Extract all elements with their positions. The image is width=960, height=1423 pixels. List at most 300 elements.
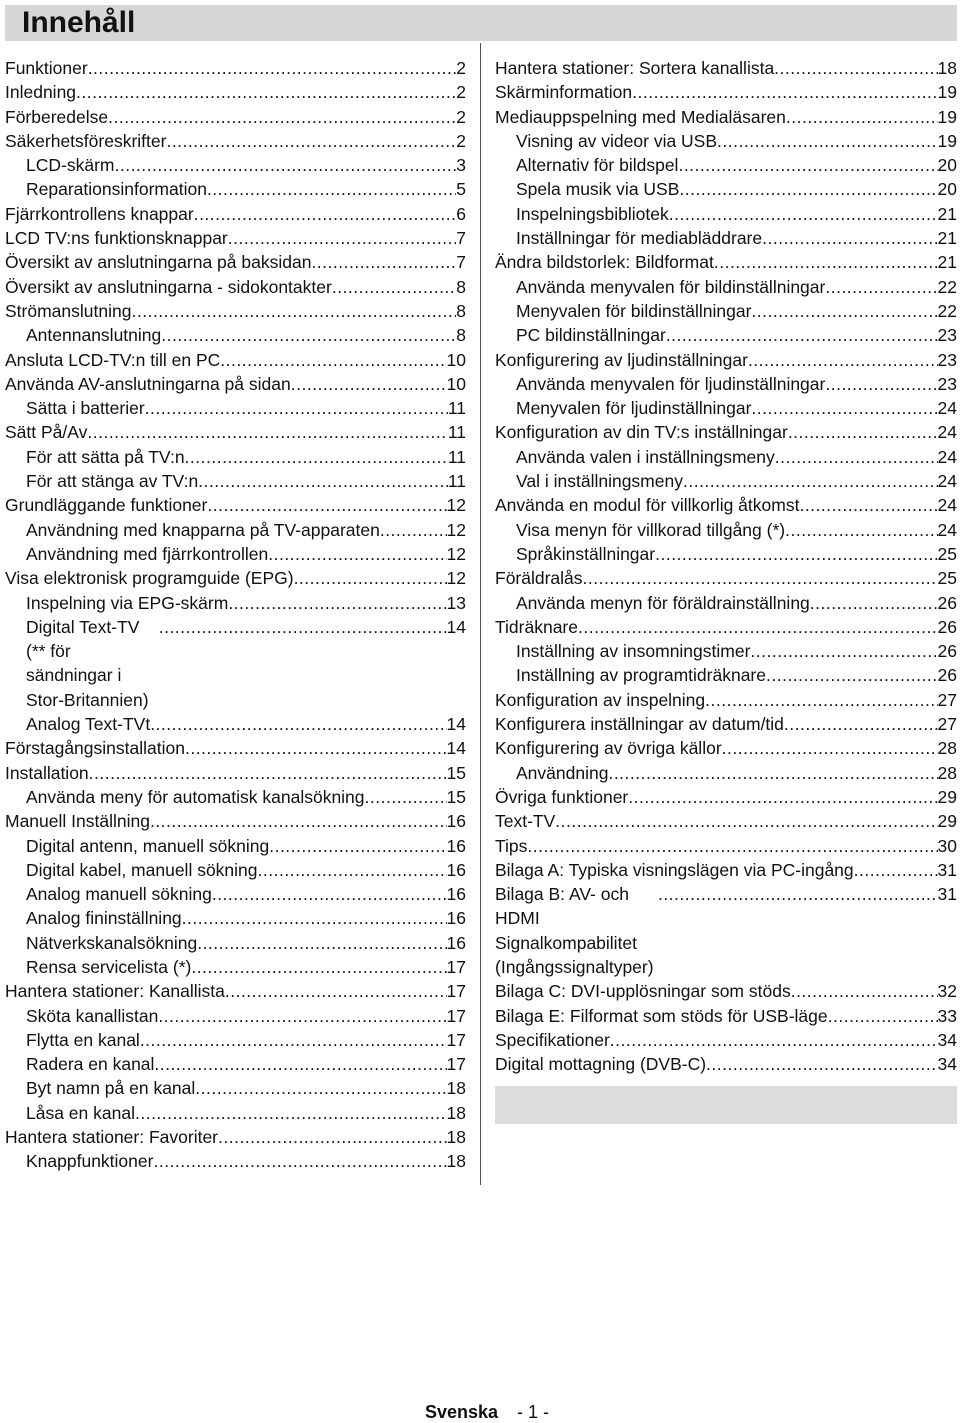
toc-dot-leader [762, 226, 937, 250]
toc-column-left [5, 56, 466, 1174]
toc-entry-title: Text-TV [495, 811, 556, 832]
toc-entry-page: 18 [937, 58, 957, 78]
toc-dot-leader [218, 1125, 447, 1149]
toc-entry[interactable] [5, 1101, 466, 1125]
toc-entry-page: 14 [446, 616, 466, 637]
toc-entry-title: Spela musik via USB [516, 179, 680, 200]
toc-entry-page: 19 [937, 106, 957, 127]
toc-entry-page: 24 [937, 495, 957, 516]
toc-entry[interactable] [5, 105, 466, 129]
toc-entry[interactable] [5, 542, 466, 566]
toc-entry[interactable] [495, 105, 957, 129]
toc-dot-leader [825, 372, 937, 396]
toc-entry-page: 33 [937, 1005, 957, 1026]
toc-entry-page: 6 [456, 203, 466, 224]
toc-dot-leader [87, 420, 447, 444]
toc-dot-leader [722, 736, 938, 760]
toc-dot-leader [748, 348, 938, 372]
toc-entry[interactable] [495, 1004, 957, 1028]
toc-entry-title: Fjärrkontrollens knappar [5, 203, 194, 224]
toc-entry-page: 11 [447, 446, 466, 467]
toc-entry[interactable] [5, 785, 466, 809]
toc-entry[interactable] [5, 299, 466, 323]
toc-dot-leader [810, 591, 938, 615]
toc-dot-leader [228, 591, 446, 615]
toc-dot-leader [610, 1028, 938, 1052]
toc-entry[interactable] [5, 1076, 466, 1100]
toc-entry[interactable] [495, 275, 957, 299]
toc-entry-page: 14 [446, 738, 466, 759]
toc-dot-leader [311, 250, 456, 274]
toc-entry-page: 32 [937, 981, 957, 1002]
toc-entry[interactable] [5, 979, 466, 1003]
toc-entry-title: Konfigurering av ljudinställningar [495, 349, 748, 370]
toc-dot-leader [791, 979, 938, 1003]
toc-entry-page: 16 [446, 908, 466, 929]
toc-entry-title: Inställning av programtidräknare [516, 665, 766, 686]
toc-entry-page: 24 [937, 471, 957, 492]
toc-entry-title: Radera en kanal [26, 1054, 155, 1075]
toc-entry-page: 29 [937, 786, 957, 807]
toc-entry[interactable] [5, 834, 466, 858]
toc-entry-page: 11 [447, 422, 466, 443]
toc-entry[interactable] [495, 348, 957, 372]
toc-entry-page: 28 [937, 738, 957, 759]
toc-dot-leader [153, 1149, 446, 1173]
toc-dot-leader [220, 348, 446, 372]
toc-dot-leader [332, 275, 456, 299]
toc-entry-page: 20 [937, 155, 957, 176]
toc-entry-title: Använda menyn för föräldrainställning [516, 592, 810, 613]
toc-dot-leader [714, 250, 938, 274]
toc-entry-page: 21 [937, 203, 957, 224]
toc-entry-page: 18 [446, 1127, 466, 1148]
toc-entry-page: 30 [937, 835, 957, 856]
toc-entry-page: 12 [446, 568, 466, 589]
toc-dot-leader [212, 882, 447, 906]
toc-dot-leader [608, 761, 937, 785]
toc-entry-title: Installation [5, 762, 89, 783]
toc-entry[interactable] [5, 761, 466, 785]
toc-entry-page: 26 [937, 665, 957, 686]
toc-entry[interactable] [495, 518, 957, 542]
toc-entry[interactable] [495, 809, 957, 833]
toc-entry-page: 34 [937, 1054, 957, 1075]
toc-entry-title: LCD TV:ns funktionsknappar [5, 228, 228, 249]
toc-dot-leader [751, 299, 937, 323]
toc-dot-leader [628, 785, 937, 809]
toc-entry-page: 18 [446, 1151, 466, 1172]
toc-entry-title: Inledning [5, 82, 77, 103]
toc-entry-title: Reparationsinformation [26, 179, 207, 200]
toc-entry-title: Konfiguration av din TV:s inställningar [495, 422, 788, 443]
toc-entry[interactable] [5, 129, 466, 153]
toc-column-right [495, 56, 957, 1076]
toc-dot-leader [258, 858, 447, 882]
toc-entry-page: 13 [446, 592, 466, 613]
toc-dot-leader [182, 906, 447, 930]
toc-entry-title: Sätt På/Av [5, 422, 88, 443]
toc-entry-page: 25 [937, 543, 957, 564]
toc-entry-page: 11 [447, 471, 466, 492]
toc-entry-page: 31 [937, 884, 957, 905]
toc-entry-title: Byt namn på en kanal [26, 1078, 196, 1099]
toc-dot-leader [655, 542, 937, 566]
toc-entry[interactable] [5, 906, 466, 930]
toc-entry-title: Visa elektronisk programguide (EPG) [5, 568, 294, 589]
toc-entry[interactable] [5, 420, 466, 444]
toc-entry[interactable] [495, 129, 957, 153]
toc-entry[interactable] [5, 1149, 466, 1173]
toc-entry[interactable] [495, 591, 957, 615]
toc-entry[interactable] [5, 226, 466, 250]
toc-entry-page: 10 [446, 373, 466, 394]
toc-entry[interactable] [5, 275, 466, 299]
toc-entry-page: 8 [456, 325, 466, 346]
toc-list-left [5, 56, 466, 1174]
toc-entry[interactable] [5, 177, 466, 201]
toc-entry[interactable] [495, 663, 957, 687]
toc-entry[interactable] [5, 445, 466, 469]
title-bar [5, 5, 957, 41]
toc-entry[interactable] [495, 202, 957, 226]
toc-entry-title: Användning med knapparna på TV-apparaten [26, 519, 380, 540]
toc-entry-title: Digital kabel, manuell sökning [26, 859, 258, 880]
toc-dot-leader [788, 420, 938, 444]
toc-dot-leader [706, 1052, 937, 1076]
toc-entry[interactable] [495, 1052, 957, 1076]
toc-dot-leader [88, 56, 457, 80]
toc-entry[interactable] [5, 712, 466, 736]
toc-entry-page: 16 [446, 811, 466, 832]
toc-entry-title: Bilaga E: Filformat som stöds för USB-läge [495, 1005, 828, 1026]
toc-entry-title: Analog manuell sökning [26, 884, 212, 905]
toc-dot-leader [191, 955, 446, 979]
toc-entry[interactable] [495, 712, 957, 736]
toc-entry-title: Använda meny för automatisk kanalsökning [26, 786, 365, 807]
toc-entry-title: Ansluta LCD-TV:n till en PC [5, 349, 221, 370]
toc-entry[interactable] [495, 979, 957, 1003]
toc-dot-leader [159, 615, 447, 639]
toc-entry-title: Knappfunktioner [26, 1151, 154, 1172]
column-divider [480, 43, 481, 1185]
toc-entry-title: Nätverkskanalsökning [26, 932, 198, 953]
toc-entry-page: 17 [446, 956, 466, 977]
toc-entry[interactable] [5, 153, 466, 177]
toc-entry-title: Hantera stationer: Sortera kanallista [495, 58, 775, 78]
toc-entry-title: Konfigurering av övriga källor [495, 738, 722, 759]
toc-entry[interactable] [5, 493, 466, 517]
toc-entry-page: 21 [937, 228, 957, 249]
toc-dot-leader [161, 323, 456, 347]
toc-entry[interactable] [495, 323, 957, 347]
toc-entry-title: Inställningar för mediabläddrare [516, 228, 763, 249]
toc-dot-leader [166, 129, 456, 153]
toc-entry-page: 27 [937, 714, 957, 735]
toc-entry-page: 16 [446, 884, 466, 905]
toc-entry-title: Tips [495, 835, 528, 856]
toc-dot-leader [131, 299, 456, 323]
toc-dot-leader [268, 542, 446, 566]
toc-entry-title: Förstagångsinstallation [5, 738, 185, 759]
toc-entry[interactable] [5, 372, 466, 396]
toc-entry-page: 2 [456, 82, 466, 103]
toc-dot-leader [658, 882, 938, 906]
toc-entry[interactable] [495, 639, 957, 663]
toc-entry[interactable] [495, 834, 957, 858]
toc-entry[interactable] [495, 56, 957, 80]
toc-entry-page: 18 [446, 1078, 466, 1099]
toc-entry[interactable] [495, 226, 957, 250]
toc-entry[interactable] [5, 566, 466, 590]
toc-dot-leader [150, 712, 446, 736]
toc-entry[interactable] [495, 372, 957, 396]
toc-entry-page: 3 [456, 155, 466, 176]
toc-entry-title: Översikt av anslutningarna på baksidan [5, 252, 312, 273]
toc-entry-title: LCD-skärm [26, 155, 115, 176]
toc-entry-title: Flytta en kanal [26, 1029, 140, 1050]
toc-entry[interactable] [495, 1028, 957, 1052]
toc-entry-title: Strömanslutning [5, 300, 132, 321]
toc-entry-page: 16 [446, 835, 466, 856]
toc-dot-leader [365, 785, 447, 809]
toc-entry-page: 19 [937, 130, 957, 151]
toc-entry-title: Använda AV-anslutningarna på sidan [5, 373, 291, 394]
toc-dot-leader [228, 226, 457, 250]
toc-entry[interactable] [5, 396, 466, 420]
toc-entry[interactable] [495, 785, 957, 809]
toc-entry[interactable] [495, 736, 957, 760]
toc-entry-title: PC bildinställningar [516, 325, 666, 346]
toc-entry[interactable] [5, 80, 466, 104]
toc-entry-title: Analog fininställning [26, 908, 182, 929]
toc-dot-leader [135, 1101, 447, 1125]
toc-dot-leader [185, 736, 447, 760]
toc-entry-page: 17 [446, 1054, 466, 1075]
toc-entry-title: Digital Text-TV (** för sändningar i Stor-Britannien) [26, 616, 149, 710]
toc-entry[interactable] [495, 615, 957, 639]
toc-entry[interactable] [495, 761, 957, 785]
toc-entry-title: Val i inställningsmeny [516, 471, 683, 492]
toc-dot-leader [197, 931, 446, 955]
toc-entry[interactable] [495, 177, 957, 201]
toc-entry-title: Skärminformation [495, 82, 633, 103]
toc-entry-title: Användning med fjärrkontrollen [26, 543, 269, 564]
toc-dot-leader [194, 202, 457, 226]
toc-entry-title: Använda menyvalen för bildinställningar [516, 276, 826, 297]
toc-entry-title: Rensa servicelista (*) [26, 956, 192, 977]
toc-dot-leader [766, 663, 938, 687]
toc-entry-page: 15 [446, 762, 466, 783]
toc-entry-title: Visning av videor via USB [516, 130, 718, 151]
toc-entry-title: Använda valen i inställningsmeny [516, 446, 775, 467]
toc-entry-page: 8 [456, 276, 466, 297]
toc-dot-leader [683, 469, 938, 493]
toc-entry[interactable] [495, 493, 957, 517]
toc-entry[interactable] [5, 955, 466, 979]
toc-entry-page: 29 [937, 811, 957, 832]
toc-entry-title: Språkinställningar [516, 543, 656, 564]
toc-entry-page: 27 [937, 689, 957, 710]
toc-entry-title: Säkerhetsföreskrifter [5, 130, 167, 151]
toc-entry[interactable] [495, 445, 957, 469]
toc-entry-title: Bilaga C: DVI-upplösningar som stöds [495, 981, 791, 1002]
toc-entry-page: 25 [937, 568, 957, 589]
toc-entry-title: Hantera stationer: Favoriter [5, 1127, 219, 1148]
toc-dot-leader [76, 80, 456, 104]
toc-entry-title: Grundläggande funktioner [5, 495, 208, 516]
toc-entry[interactable] [5, 882, 466, 906]
toc-dot-leader [207, 177, 456, 201]
toc-entry-page: 23 [937, 325, 957, 346]
toc-entry-title: Hantera stationer: Kanallista [5, 981, 225, 1002]
toc-entry-page: 17 [446, 1005, 466, 1026]
toc-entry-page: 10 [446, 349, 466, 370]
toc-dot-leader [195, 1076, 446, 1100]
toc-dot-leader [854, 858, 938, 882]
toc-entry[interactable] [5, 1052, 466, 1076]
toc-dot-leader [145, 396, 448, 420]
toc-entry-page: 24 [937, 422, 957, 443]
toc-entry[interactable] [5, 250, 466, 274]
toc-dot-leader [154, 1052, 446, 1076]
toc-entry[interactable] [5, 1028, 466, 1052]
toc-entry[interactable] [5, 591, 466, 615]
toc-entry-title: Analog Text-TVt [26, 714, 151, 735]
toc-entry[interactable] [495, 250, 957, 274]
toc-entry-page: 7 [456, 252, 466, 273]
toc-entry[interactable] [5, 469, 466, 493]
toc-entry[interactable] [5, 323, 466, 347]
toc-entry-page: 8 [456, 300, 466, 321]
toc-dot-leader [828, 1004, 938, 1028]
toc-dot-leader [825, 275, 937, 299]
toc-entry[interactable] [495, 542, 957, 566]
toc-dot-leader [198, 469, 448, 493]
toc-dot-leader [705, 688, 937, 712]
toc-entry-title: Låsa en kanal [26, 1102, 135, 1123]
shaded-box [495, 1086, 957, 1124]
toc-entry-title: Menyvalen för ljudinställningar [516, 398, 752, 419]
toc-entry-title: För att sätta på TV:n [26, 446, 185, 467]
toc-dot-leader [678, 153, 937, 177]
toc-entry-page: 34 [937, 1029, 957, 1050]
toc-entry[interactable] [495, 688, 957, 712]
toc-entry[interactable] [5, 615, 466, 712]
toc-dot-leader [108, 105, 456, 129]
toc-dot-leader [158, 1004, 446, 1028]
toc-entry-title: Digital antenn, manuell sökning [26, 835, 270, 856]
toc-entry-page: 11 [447, 398, 466, 419]
toc-entry-title: Mediauppspelning med Medialäsaren [495, 106, 786, 127]
toc-dot-leader [775, 445, 938, 469]
toc-entry[interactable] [5, 348, 466, 372]
footer-language: Svenska [424, 1402, 499, 1422]
toc-entry[interactable] [495, 396, 957, 420]
toc-dot-leader [225, 979, 447, 1003]
toc-entry-page: 17 [446, 1029, 466, 1050]
toc-entry-page: 2 [456, 58, 466, 78]
toc-entry-title: Visa menyn för villkorad tillgång (*) [516, 519, 786, 540]
toc-entry[interactable] [5, 1004, 466, 1028]
toc-dot-leader [578, 615, 938, 639]
toc-dot-leader [380, 518, 447, 542]
toc-entry[interactable] [5, 809, 466, 833]
toc-entry-page: 16 [446, 859, 466, 880]
toc-entry[interactable] [495, 420, 957, 444]
toc-entry[interactable] [5, 736, 466, 760]
toc-entry[interactable] [5, 858, 466, 882]
toc-dot-leader [785, 518, 937, 542]
toc-entry[interactable] [495, 882, 957, 979]
toc-entry-page: 26 [937, 641, 957, 662]
toc-entry[interactable] [5, 518, 466, 542]
toc-entry-page: 15 [446, 786, 466, 807]
toc-dot-leader [294, 566, 447, 590]
toc-entry-title: Konfiguration av inspelning [495, 689, 706, 710]
toc-entry[interactable] [495, 469, 957, 493]
toc-entry-title: Tidräknare [495, 616, 578, 637]
toc-dot-leader [89, 761, 447, 785]
toc-entry-title: Ändra bildstorlek: Bildformat [495, 252, 714, 273]
toc-entry-page: 23 [937, 349, 957, 370]
toc-dot-leader [269, 834, 446, 858]
toc-entry-title: Föräldralås [495, 568, 583, 589]
toc-dot-leader [555, 809, 937, 833]
toc-entry-title: Konfigurera inställningar av datum/tid [495, 714, 784, 735]
toc-entry[interactable] [5, 1125, 466, 1149]
toc-entry-title: Översikt av anslutningarna - sidokontakter [5, 276, 332, 297]
toc-dot-leader [784, 712, 938, 736]
toc-dot-leader [185, 445, 448, 469]
toc-entry-page: 12 [446, 519, 466, 540]
toc-entry-title: Övriga funktioner [495, 786, 629, 807]
toc-entry-page: 7 [456, 228, 466, 249]
toc-dot-leader [291, 372, 447, 396]
toc-entry[interactable] [5, 56, 466, 80]
toc-entry-page: 24 [937, 519, 957, 540]
toc-entry[interactable] [495, 858, 957, 882]
toc-entry-page: 23 [937, 373, 957, 394]
toc-entry-page: 31 [937, 859, 957, 880]
toc-dot-leader [786, 105, 938, 129]
toc-entry[interactable] [495, 153, 957, 177]
toc-entry[interactable] [5, 202, 466, 226]
toc-dot-leader [140, 1028, 447, 1052]
toc-entry-page: 12 [446, 495, 466, 516]
toc-entry-title: Alternativ för bildspel [516, 155, 679, 176]
toc-entry[interactable] [495, 80, 957, 104]
page-footer [0, 1402, 960, 1423]
toc-dot-leader [750, 639, 937, 663]
toc-entry-title: Inspelningsbibliotek [516, 203, 669, 224]
toc-entry[interactable] [495, 566, 957, 590]
toc-dot-leader [679, 177, 937, 201]
toc-dot-leader [632, 80, 937, 104]
toc-entry[interactable] [495, 299, 957, 323]
toc-dot-leader [207, 493, 446, 517]
page-title: Innehåll [22, 6, 136, 39]
toc-dot-leader [527, 834, 937, 858]
toc-entry-page: 24 [937, 446, 957, 467]
toc-entry-title: För att stänga av TV:n [26, 471, 199, 492]
toc-dot-leader [799, 493, 937, 517]
toc-entry[interactable] [5, 931, 466, 955]
toc-entry-title: Manuell Inställning [5, 811, 150, 832]
toc-entry-page: 2 [456, 106, 466, 127]
toc-entry-title: Funktioner [5, 58, 88, 78]
toc-entry-title: Använda menyvalen för ljudinställningar [516, 373, 826, 394]
